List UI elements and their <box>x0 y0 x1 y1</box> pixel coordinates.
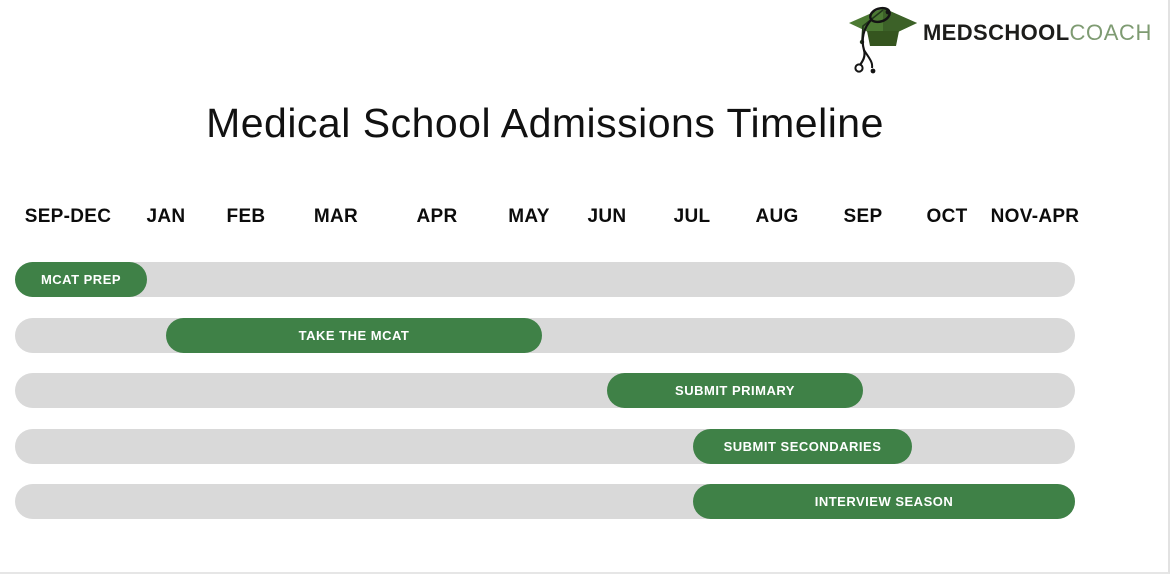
medschoolcoach-logo <box>847 2 1152 78</box>
timeline-row <box>15 318 1075 353</box>
timeline-row <box>15 429 1075 464</box>
month-label-jul: JUL <box>673 206 711 227</box>
task-bar-label: TAKE THE MCAT <box>298 327 410 343</box>
task-bar-label: SUBMIT PRIMARY <box>675 383 795 399</box>
timeline-rows <box>15 262 1075 542</box>
logo-text-medschool: MEDSCHOOL <box>922 20 1070 45</box>
month-label-apr: APR <box>416 206 458 227</box>
month-label-jun: JUN <box>587 206 627 227</box>
graduation-cap-with-stethoscope-icon <box>847 2 919 78</box>
task-bar-label: INTERVIEW SEASON <box>814 494 954 510</box>
timeline-row <box>15 262 1075 297</box>
month-label-feb: FEB <box>226 206 266 227</box>
logo-text-coach: COACH <box>1069 20 1152 45</box>
month-label-jan: JAN <box>146 206 186 227</box>
task-bar-submit-primary <box>607 373 863 408</box>
logo-wordmark <box>923 20 1152 46</box>
page-title: Medical School Admissions Timeline <box>206 100 884 146</box>
task-bar-label: MCAT PREP <box>40 272 122 287</box>
task-bar-submit-secondaries <box>693 429 912 464</box>
month-label-sep: SEP <box>843 206 883 227</box>
timeline-row <box>15 373 1075 408</box>
timeline-track <box>15 429 1075 464</box>
month-axis <box>0 206 1170 234</box>
task-bar-mcat-prep <box>15 262 147 297</box>
month-label-nov-apr: NOV-APR <box>990 206 1080 227</box>
task-bar-take-the-mcat <box>166 318 542 353</box>
month-label-mar: MAR <box>313 206 359 227</box>
month-label-aug: AUG <box>755 206 799 227</box>
timeline-track <box>15 373 1075 408</box>
timeline-row <box>15 484 1075 519</box>
task-bar-label: SUBMIT SECONDARIES <box>723 438 882 454</box>
month-label-oct: OCT <box>926 206 968 227</box>
task-bar-interview-season <box>693 484 1075 519</box>
timeline-track <box>15 262 1075 297</box>
month-label-may: MAY <box>508 206 550 227</box>
month-label-sep-dec: SEP-DEC <box>24 206 112 227</box>
